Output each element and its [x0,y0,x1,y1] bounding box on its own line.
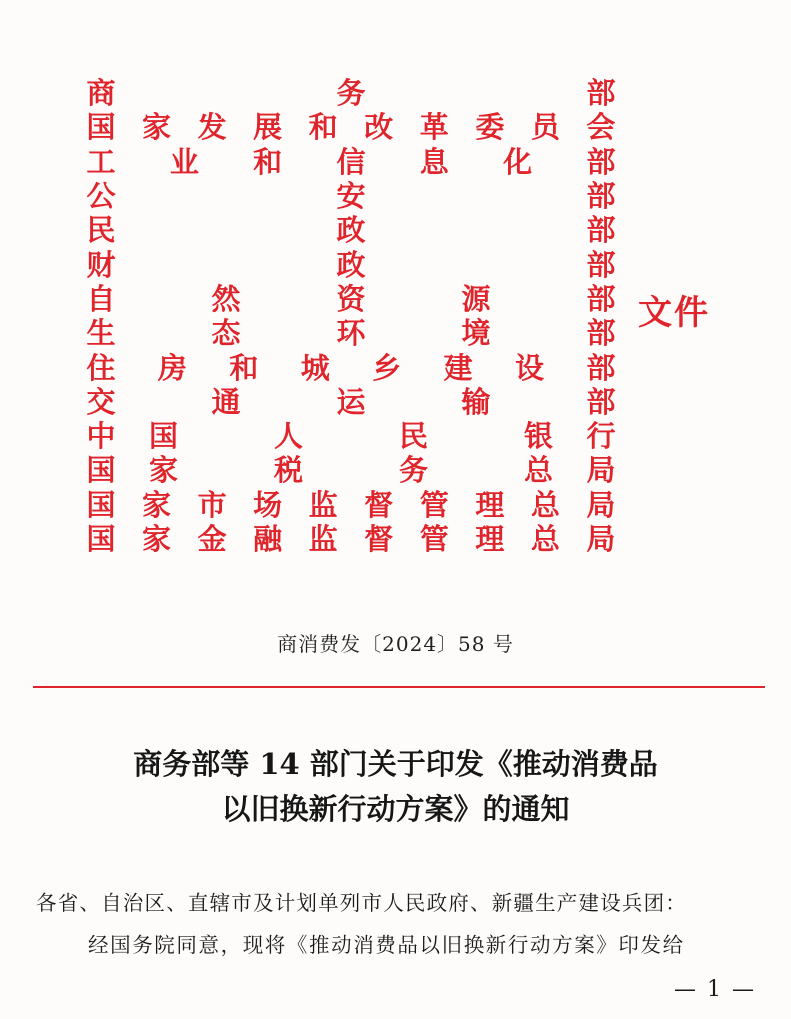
department-row [86,145,616,179]
department-row [86,385,616,419]
department-char: 境 [461,316,491,351]
department-char: 国 [86,453,116,488]
department-char: 总 [530,522,560,556]
department-char: 生 [86,316,116,351]
department-char: 革 [419,110,449,145]
department-char: 和 [253,144,283,179]
department-char: 银 [523,419,553,454]
department-char: 金 [197,522,227,556]
department-char: 局 [586,487,616,522]
department-char: 务 [398,453,428,488]
department-char: 场 [253,487,283,522]
department-char: 督 [364,487,394,522]
department-row [86,350,616,384]
department-char: 资 [336,281,366,316]
department-char: 交 [86,384,116,419]
department-char: 家 [142,487,172,522]
department-char: 自 [86,281,116,316]
department-row [86,488,616,522]
department-row [86,453,616,487]
department-char: 会 [586,110,616,145]
department-char: 乡 [372,350,402,385]
department-row [86,213,616,247]
department-char: 部 [586,281,616,316]
department-char: 和 [308,110,338,145]
department-char: 展 [253,110,283,145]
department-char: 局 [586,453,616,488]
department-char: 家 [148,453,178,488]
department-char: 家 [142,110,172,145]
department-char: 通 [211,384,241,419]
addressee-line: 各省、自治区、直辖市及计划单列市人民政府、新疆生产建设兵团： [36,891,687,915]
title-line-1: 商务部等 14 部门关于印发《推动消费品 [133,747,658,781]
department-char: 部 [586,179,616,214]
department-row [86,282,616,316]
department-char: 理 [475,487,505,522]
department-char: 态 [211,316,241,351]
department-char: 局 [586,522,616,556]
document-number: 商消费发〔2024〕58 号 [277,632,514,656]
department-row [86,179,616,213]
department-char: 部 [586,213,616,248]
department-char: 监 [308,487,338,522]
department-char: 环 [336,316,366,351]
department-char: 运 [336,384,366,419]
department-char: 政 [336,213,366,248]
department-char: 管 [419,487,449,522]
department-char: 部 [586,384,616,419]
department-char: 员 [530,110,560,145]
department-char: 部 [586,76,616,111]
department-char: 公 [86,179,116,214]
department-row [86,110,616,144]
department-char: 国 [148,419,178,454]
department-char: 国 [86,522,116,556]
department-char: 设 [515,350,545,385]
department-char: 人 [273,419,303,454]
red-divider-line [33,686,765,688]
department-char: 部 [586,316,616,351]
department-char: 财 [86,247,116,282]
department-char: 部 [586,350,616,385]
department-row [86,247,616,281]
department-char: 政 [336,247,366,282]
department-char: 房 [157,350,187,385]
department-char: 税 [273,453,303,488]
department-char: 城 [300,350,330,385]
department-row [86,316,616,350]
department-char: 国 [86,487,116,522]
department-char: 理 [475,522,505,556]
department-char: 部 [586,247,616,282]
department-char: 督 [364,522,394,556]
department-char: 化 [503,144,533,179]
department-char: 信 [336,144,366,179]
department-char: 安 [336,179,366,214]
department-char: 融 [253,522,283,556]
department-char: 委 [475,110,505,145]
issuing-departments-block [86,76,626,556]
department-char: 改 [364,110,394,145]
department-char: 行 [586,419,616,454]
department-char: 国 [86,110,116,145]
department-char: 发 [197,110,227,145]
department-char: 输 [461,384,491,419]
department-char: 和 [229,350,259,385]
department-char: 市 [197,487,227,522]
department-char: 家 [142,522,172,556]
department-char: 总 [530,487,560,522]
department-char: 然 [211,281,241,316]
department-row [86,419,616,453]
department-char: 源 [461,281,491,316]
department-char: 管 [419,522,449,556]
department-char: 部 [586,144,616,179]
department-char: 商 [86,76,116,111]
body-paragraph-first-line: 经国务院同意，现将《推动消费品以旧换新行动方案》印发给 [88,933,685,957]
document-suffix: 文件 [638,293,710,333]
title-line-2: 以旧换新行动方案》的通知 [221,792,570,826]
department-char: 息 [419,144,449,179]
department-char: 民 [86,213,116,248]
document-title [0,742,791,832]
page-number: — 1 — [674,977,756,1002]
department-char: 中 [86,419,116,454]
department-char: 业 [169,144,199,179]
department-char: 监 [308,522,338,556]
department-row [86,522,616,556]
department-char: 民 [398,419,428,454]
department-row [86,76,616,110]
department-char: 工 [86,144,116,179]
department-char: 总 [523,453,553,488]
department-char: 务 [336,76,366,111]
department-char: 建 [443,350,473,385]
department-char: 住 [86,350,116,385]
